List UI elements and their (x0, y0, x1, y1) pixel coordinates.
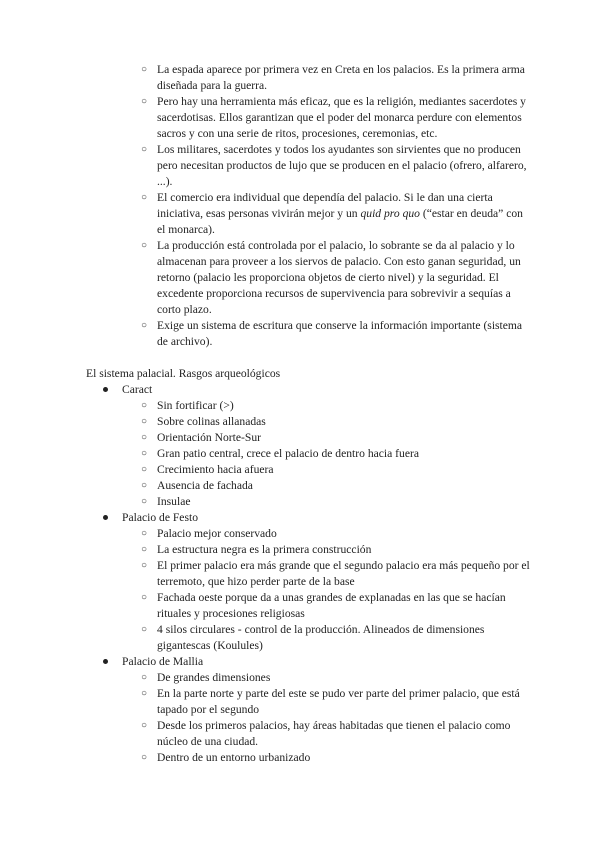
hollow-bullet-icon: ○ (141, 448, 148, 459)
group-heading: Palacio de Mallia (0, 654, 600, 670)
list-item: ○ Ausencia de fachada (141, 479, 253, 492)
group-heading: Palacio de Festo (0, 510, 600, 526)
hollow-bullet-icon: ○ (141, 592, 148, 603)
group-heading: Caract (0, 382, 600, 398)
list-item: ○ Desde los primeros palacios, hay áreas habitadas que tienen el palacio como núcleo de una ciudad. (141, 719, 511, 748)
list-item: ○ Exige un sistema de escritura que conserve la información importante (sistema de archivo). (141, 319, 523, 348)
hollow-bullet-icon: ○ (141, 464, 148, 475)
list-item: ○ Los militares, sacerdotes y todos los ayudantes son sirvientes que no producen pero necesitan productos de lujo que se producen en el palacio (ofrero, alfarero, ...). (141, 143, 527, 188)
list-item: ○ El primer palacio era más grande que el segundo palacio era más pequeño por el terremoto, que hizo perder parte de la base (141, 559, 530, 588)
hollow-bullet-icon: ○ (141, 496, 148, 507)
list-item: ○ De grandes dimensiones (141, 671, 271, 684)
list-item: ○ Sobre colinas allanadas (141, 415, 266, 428)
hollow-bullet-icon: ○ (141, 144, 148, 155)
hollow-bullet-icon: ○ (141, 624, 148, 635)
list-item: ○ Dentro de un entorno urbanizado (141, 751, 311, 764)
list-item: ○ La espada aparece por primera vez en Creta en los palacios. Es la primera arma diseñada para la guerra. (141, 63, 525, 92)
hollow-bullet-icon: ○ (141, 432, 148, 443)
hollow-bullet-icon: ○ (141, 672, 148, 683)
hollow-bullet-icon: ○ (141, 544, 148, 555)
list-item: ○ La producción está controlada por el palacio, lo sobrante se da al palacio y lo almacenan para proveer a los siervos de palacio. Con esto ganan seguridad, un retorno (palacio les proporciona objetos de cierto nivel) y la seguridad. El excedente proporciona recursos de supervivencia para sobrevivir a sequías a corto plazo. (141, 239, 521, 316)
hollow-bullet-icon: ○ (141, 688, 148, 699)
hollow-bullet-icon: ○ (141, 720, 148, 731)
hollow-bullet-icon: ○ (141, 64, 148, 75)
hollow-bullet-icon: ○ (141, 400, 148, 411)
hollow-bullet-icon: ○ (141, 240, 148, 251)
filled-bullet-icon (103, 659, 108, 664)
list-item: ○ Fachada oeste porque da a unas grandes de explanadas en las que se hacían rituales y procesiones religiosas (141, 591, 506, 620)
list-item: ○ Gran patio central, crece el palacio de dentro hacia fuera (141, 447, 419, 460)
list-item: ○ La estructura negra es la primera construcción (141, 543, 372, 556)
hollow-bullet-icon: ○ (141, 96, 148, 107)
hollow-bullet-icon: ○ (141, 320, 148, 331)
hollow-bullet-icon: ○ (141, 480, 148, 491)
hollow-bullet-icon: ○ (141, 416, 148, 427)
filled-bullet-icon (103, 387, 108, 392)
list-item: ○ Pero hay una herramienta más eficaz, que es la religión, mediantes sacerdotes y sacerdotisas. Ellos garantizan que el poder del monarca perdure con elementos sacros y con una serie de ritos, procesiones, ceremonias, etc. (141, 95, 526, 140)
hollow-bullet-icon: ○ (141, 192, 148, 203)
list-item: ○ Sin fortificar (>) (141, 399, 234, 412)
list-item: ○ Insulae (141, 495, 191, 508)
hollow-bullet-icon: ○ (141, 560, 148, 571)
list-item: ○ Crecimiento hacia afuera (141, 463, 274, 476)
list-item: ○ El comercio era individual que dependía del palacio. Si le dan una cierta iniciativa, esas personas vivirán mejor y un quid pro quo (“estar en deuda” con el monarca). (141, 191, 523, 236)
list-item: ○ En la parte norte y parte del este se pudo ver parte del primer palacio, que está tapado por el segundo (141, 687, 520, 716)
list-item: ○ Palacio mejor conservado (141, 527, 277, 540)
section-title: El sistema palacial. Rasgos arqueológicos (86, 367, 281, 380)
hollow-bullet-icon: ○ (141, 528, 148, 539)
filled-bullet-icon (103, 515, 108, 520)
hollow-bullet-icon: ○ (141, 752, 148, 763)
list-item: ○ 4 silos circulares - control de la producción. Alineados de dimensiones gigantescas (Koulules) (141, 623, 485, 652)
list-item: ○ Orientación Norte-Sur (141, 431, 261, 444)
